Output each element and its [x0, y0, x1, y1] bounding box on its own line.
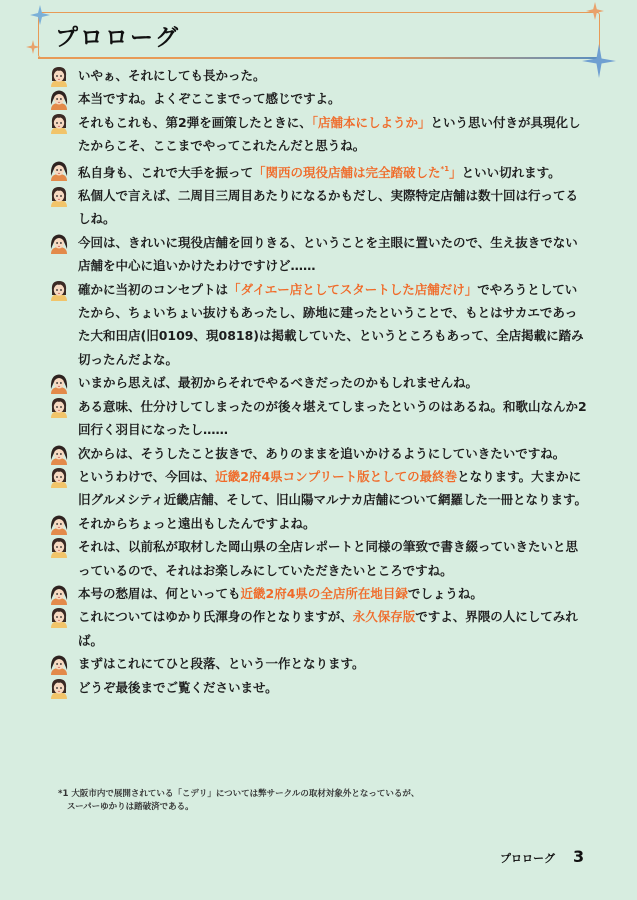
dialogue-line [48, 158, 588, 184]
dialogue-line [48, 512, 588, 535]
dialogue-text [78, 582, 588, 605]
speaker-b-avatar-icon [48, 583, 70, 605]
highlight-text: 「関西の現役店舗は完全踏破した [253, 164, 441, 180]
dialogue-text [78, 184, 588, 231]
highlight-text: 「ダイエー店としてスタートした店舗だけ」 [228, 281, 478, 297]
speaker-a-avatar-icon [48, 606, 70, 628]
speaker-b-avatar-icon [48, 653, 70, 675]
speaker-a-avatar-icon [48, 112, 70, 134]
dialogue-line [48, 231, 588, 278]
dialogue-text [78, 278, 588, 372]
dialogue-segment: という思い付きが具現化したからこそ、ここまでやってこれたんだと思うね。 [78, 114, 581, 154]
speaker-a-avatar-icon [48, 65, 70, 87]
dialogue-line [48, 111, 588, 158]
sparkle-icon-top-left [30, 5, 50, 25]
dialogue-text [78, 535, 588, 582]
dialogue-segment: これについてはゆかり氏渾身の作となりますが、 [78, 609, 353, 625]
highlight-text: 」 [449, 164, 462, 180]
dialogue-text [78, 395, 588, 442]
dialogue-segment: 次からは、そうしたこと抜きで、ありのままを追いかけるようにしていきたいですね。 [78, 445, 566, 461]
dialogue-segment: いまから思えば、最初からそれでやるべきだったのかもしれませんね。 [78, 375, 479, 391]
speaker-a-avatar-icon [48, 279, 70, 301]
dialogue-text [78, 676, 588, 699]
dialogue-line [48, 442, 588, 465]
highlight-text: *1 [440, 164, 450, 173]
dialogue-segment: いやぁ、それにしても長かった。 [78, 68, 266, 83]
footnote [58, 788, 578, 814]
speaker-a-avatar-icon [48, 536, 70, 558]
dialogue-text [78, 605, 588, 652]
dialogue-segment: それもこれも、第2弾を画策したときに、 [78, 114, 312, 130]
page-number: 3 [573, 847, 585, 866]
speaker-b-avatar-icon [48, 513, 70, 535]
dialogue-text [78, 652, 588, 675]
dialogue-text [78, 371, 588, 394]
dialogue-segment: 確かに当初のコンセプトは [78, 281, 229, 297]
speaker-b-avatar-icon [48, 88, 70, 110]
dialogue-segment: といい切れます。 [461, 164, 561, 180]
dialogue-line [48, 184, 588, 231]
dialogue-text [78, 111, 588, 158]
dialogue-text [78, 465, 588, 512]
dialogue-line [48, 676, 588, 699]
dialogue-line [48, 64, 588, 87]
footnote-line-2: スーパーゆかりは踏破済である。 [67, 802, 194, 812]
dialogue-line [48, 278, 588, 372]
footnote-line-1: *1 大阪市内で展開されている「こデリ」については弊サークルの取材対象外となっているが、 [58, 789, 420, 799]
dialogue-line [48, 535, 588, 582]
speaker-a-avatar-icon [48, 677, 70, 699]
speaker-b-avatar-icon [48, 443, 70, 465]
dialogue-segment: というわけで、今回は、 [78, 468, 216, 484]
sparkle-icon-top-right [586, 2, 604, 20]
dialogue-text [78, 158, 588, 184]
dialogue-text [78, 87, 588, 110]
dialogue-text [78, 442, 588, 465]
dialogue-line [48, 465, 588, 512]
dialogue-segment: でやろうとしていたから、ちょいちょい抜けもあったし、跡地に建ったということで、もとはサカエであった大和田店(旧0109、現0818)は掲載していた、というところもあって、全店掲載に踏み切ったんだよな。 [78, 281, 584, 367]
dialogue-segment: でしょうね。 [407, 585, 483, 601]
dialogue-segment: 今回は、きれいに現役店舗を回りきる、ということを主眼に置いたので、生え抜きでない店舗を中心に追いかけたわけですけど…… [78, 234, 578, 274]
dialogue-segment: 本当ですね。よくぞここまでって感じですよ。 [78, 91, 341, 107]
dialogue-segment: まずはこれにてひと段落、という一作となります。 [78, 656, 365, 672]
dialogue-line [48, 395, 588, 442]
dialogue-list [48, 64, 588, 699]
speaker-b-avatar-icon [48, 232, 70, 254]
dialogue-segment: それからちょっと遠出もしたんですよね。 [78, 515, 316, 531]
dialogue-text [78, 512, 588, 535]
highlight-text: 永久保存版 [352, 609, 416, 625]
speaker-a-avatar-icon [48, 185, 70, 207]
dialogue-segment: 私個人で言えば、二周目三周目あたりになるかもだし、実際特定店舗は数十回は行ってるしね。 [78, 188, 579, 227]
dialogue-segment: どうぞ最後までご覧くださいませ。 [78, 679, 278, 695]
dialogue-line [48, 87, 588, 110]
highlight-text: 近畿2府4県コンプリート版としての最終巻 [215, 468, 458, 484]
dialogue-segment: ですよ、界隈の人にしてみれば。 [78, 609, 578, 648]
page-title: プロローグ [55, 25, 180, 51]
footer-label: プロローグ [500, 852, 555, 865]
dialogue-line [48, 371, 588, 394]
dialogue-segment: それは、以前私が取材した岡山県の全店レポートと同様の筆致で書き綴っていきたいと思っているので、それはお楽しみにしていただきたいところですね。 [78, 539, 579, 578]
dialogue-line [48, 582, 588, 605]
dialogue-line [48, 605, 588, 652]
dialogue-segment: 本号の愁眉は、何といっても [78, 585, 241, 601]
dialogue-line [48, 652, 588, 675]
speaker-a-avatar-icon [48, 396, 70, 418]
highlight-text: 近畿2府4県の全店所在地目録 [240, 585, 408, 601]
sparkle-icon-left [26, 40, 40, 54]
dialogue-segment: 私自身も、これで大手を振って [78, 164, 254, 180]
dialogue-segment: となります。大まかに旧グルメシティ近畿店舗、そして、旧山陽マルナカ店舗について網羅した一冊となります。 [78, 468, 588, 508]
dialogue-segment: ある意味、仕分けしてしまったのが後々堪えてしまったというのはあるね。和歌山なんか2回行く羽目になったし…… [78, 398, 587, 438]
highlight-text: 「店舗本にしようか」 [311, 114, 431, 130]
speaker-a-avatar-icon [48, 466, 70, 488]
speaker-b-avatar-icon [48, 372, 70, 394]
speaker-b-avatar-icon [48, 159, 70, 181]
dialogue-text [78, 231, 588, 278]
dialogue-text [78, 64, 588, 87]
